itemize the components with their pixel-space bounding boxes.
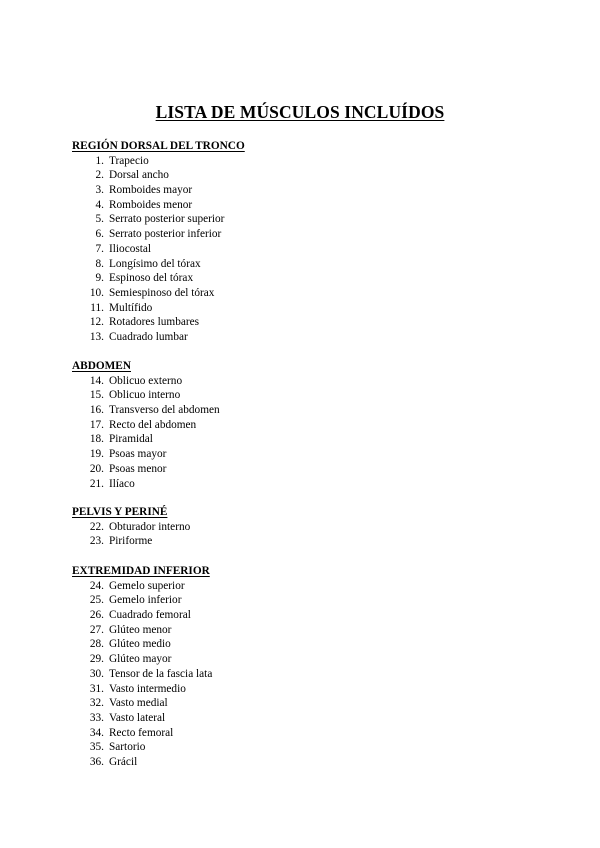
list-item-number: 6. — [95, 228, 104, 241]
list-item — [72, 183, 512, 198]
list-item-text: Piramidal — [109, 433, 153, 446]
list-item-text: Semiespinoso del tórax — [109, 286, 215, 299]
list-item — [72, 257, 512, 272]
list-item — [72, 198, 512, 213]
list-item-number: 7. — [95, 242, 104, 255]
muscle-list — [72, 520, 512, 549]
list-item-number: 32. — [89, 697, 104, 710]
list-item — [72, 652, 512, 667]
section-region-dorsal — [72, 139, 512, 345]
list-item-text: Romboides menor — [109, 198, 193, 211]
section-heading: PELVIS Y PERINÉ — [72, 506, 168, 518]
list-item — [72, 242, 512, 257]
list-item-number: 26. — [89, 609, 104, 622]
list-item-text: Serrato posterior superior — [109, 213, 225, 226]
list-item-text: Piriforme — [109, 535, 153, 548]
list-item — [72, 667, 512, 682]
list-item-text: Oblicuo interno — [109, 389, 181, 402]
list-item — [72, 403, 512, 418]
list-item — [72, 593, 512, 608]
section-pelvis-perine — [72, 505, 512, 549]
list-item-number: 15. — [89, 389, 104, 402]
list-item — [72, 227, 512, 242]
list-item — [72, 623, 512, 638]
list-item — [72, 418, 512, 433]
list-item-number: 23. — [89, 535, 104, 548]
list-item-text: Recto del abdomen — [109, 418, 197, 431]
list-item-number: 16. — [89, 404, 104, 417]
list-item-text: Rotadores lumbares — [109, 316, 200, 329]
list-item-text: Gemelo superior — [109, 579, 185, 592]
list-item — [72, 755, 512, 770]
list-item-text: Glúteo mayor — [109, 653, 172, 666]
list-item — [72, 711, 512, 726]
section-abdomen — [72, 359, 512, 491]
list-item-number: 25. — [89, 594, 104, 607]
list-item-number: 28. — [89, 638, 104, 651]
list-item-number: 1. — [95, 154, 104, 167]
list-item-text: Ilíaco — [109, 477, 135, 490]
list-item-text: Psoas mayor — [109, 448, 167, 461]
list-item-number: 8. — [95, 257, 104, 270]
list-item — [72, 374, 512, 389]
list-item — [72, 432, 512, 447]
list-item-number: 30. — [89, 667, 104, 680]
list-item — [72, 696, 512, 711]
muscle-list — [72, 154, 512, 345]
list-item-text: Romboides mayor — [109, 184, 193, 197]
list-item-text: Vasto medial — [109, 697, 168, 710]
list-item-text: Cuadrado lumbar — [109, 330, 188, 343]
list-item-number: 14. — [89, 374, 104, 387]
list-item — [72, 637, 512, 652]
list-item — [72, 315, 512, 330]
list-item-text: Psoas menor — [109, 462, 167, 475]
list-item-text: Glúteo medio — [109, 638, 171, 651]
list-item-number: 5. — [95, 213, 104, 226]
list-item-number: 29. — [89, 653, 104, 666]
section-extremidad-inferior — [72, 564, 512, 770]
list-item-number: 4. — [95, 198, 104, 211]
list-item — [72, 520, 512, 535]
list-item-number: 10. — [89, 286, 104, 299]
list-item-text: Obturador interno — [109, 520, 191, 533]
list-item — [72, 447, 512, 462]
list-item-text: Vasto intermedio — [109, 682, 186, 695]
list-item-number: 24. — [89, 579, 104, 592]
list-item-number: 13. — [89, 330, 104, 343]
list-item — [72, 462, 512, 477]
muscle-list — [72, 374, 512, 492]
list-item-text: Dorsal ancho — [109, 169, 169, 182]
list-item — [72, 301, 512, 316]
list-item — [72, 534, 512, 549]
list-item-number: 22. — [89, 520, 104, 533]
list-item — [72, 682, 512, 697]
list-item-number: 20. — [89, 462, 104, 475]
list-item — [72, 740, 512, 755]
list-item-text: Trapecio — [109, 154, 149, 167]
list-item-text: Serrato posterior inferior — [109, 228, 222, 241]
list-item-number: 2. — [95, 169, 104, 182]
list-item-number: 36. — [89, 755, 104, 768]
list-item-number: 17. — [89, 418, 104, 431]
list-item-number: 11. — [90, 301, 104, 314]
list-item-text: Grácil — [109, 755, 138, 768]
muscle-list — [72, 579, 512, 770]
list-item-text: Iliocostal — [109, 242, 152, 255]
list-item-text: Multífido — [109, 301, 153, 314]
list-item — [72, 168, 512, 183]
list-item-text: Vasto lateral — [109, 711, 166, 724]
list-item-text: Espinoso del tórax — [109, 272, 194, 285]
section-heading: ABDOMEN — [72, 360, 131, 372]
list-item — [72, 388, 512, 403]
list-item-text: Recto femoral — [109, 726, 174, 739]
list-item-text: Glúteo menor — [109, 623, 172, 636]
list-item-number: 33. — [89, 711, 104, 724]
list-item-number: 34. — [89, 726, 104, 739]
list-item — [72, 726, 512, 741]
list-item-number: 19. — [89, 448, 104, 461]
section-heading: REGIÓN DORSAL DEL TRONCO — [72, 140, 245, 152]
list-item — [72, 154, 512, 169]
list-item — [72, 271, 512, 286]
list-item-number: 21. — [89, 477, 104, 490]
list-item-text: Gemelo inferior — [109, 594, 182, 607]
list-item-text: Longísimo del tórax — [109, 257, 201, 270]
document-title: LISTA DE MÚSCULOS INCLUÍDOS — [155, 102, 445, 122]
list-item — [72, 579, 512, 594]
list-item-text: Transverso del abdomen — [109, 404, 220, 417]
list-item-number: 18. — [89, 433, 104, 446]
list-item — [72, 212, 512, 227]
list-item — [72, 477, 512, 492]
list-item — [72, 286, 512, 301]
list-item — [72, 330, 512, 345]
list-item-number: 27. — [89, 623, 104, 636]
list-item-text: Tensor de la fascia lata — [109, 667, 213, 680]
list-item — [72, 608, 512, 623]
list-item-text: Cuadrado femoral — [109, 609, 191, 622]
list-item-text: Sartorio — [109, 741, 146, 754]
list-item-number: 9. — [95, 272, 104, 285]
list-item-number: 12. — [89, 316, 104, 329]
list-item-number: 35. — [89, 741, 104, 754]
list-item-number: 31. — [89, 682, 104, 695]
list-item-number: 3. — [95, 184, 104, 197]
list-item-text: Oblicuo externo — [109, 374, 183, 387]
section-heading: EXTREMIDAD INFERIOR — [72, 565, 210, 577]
